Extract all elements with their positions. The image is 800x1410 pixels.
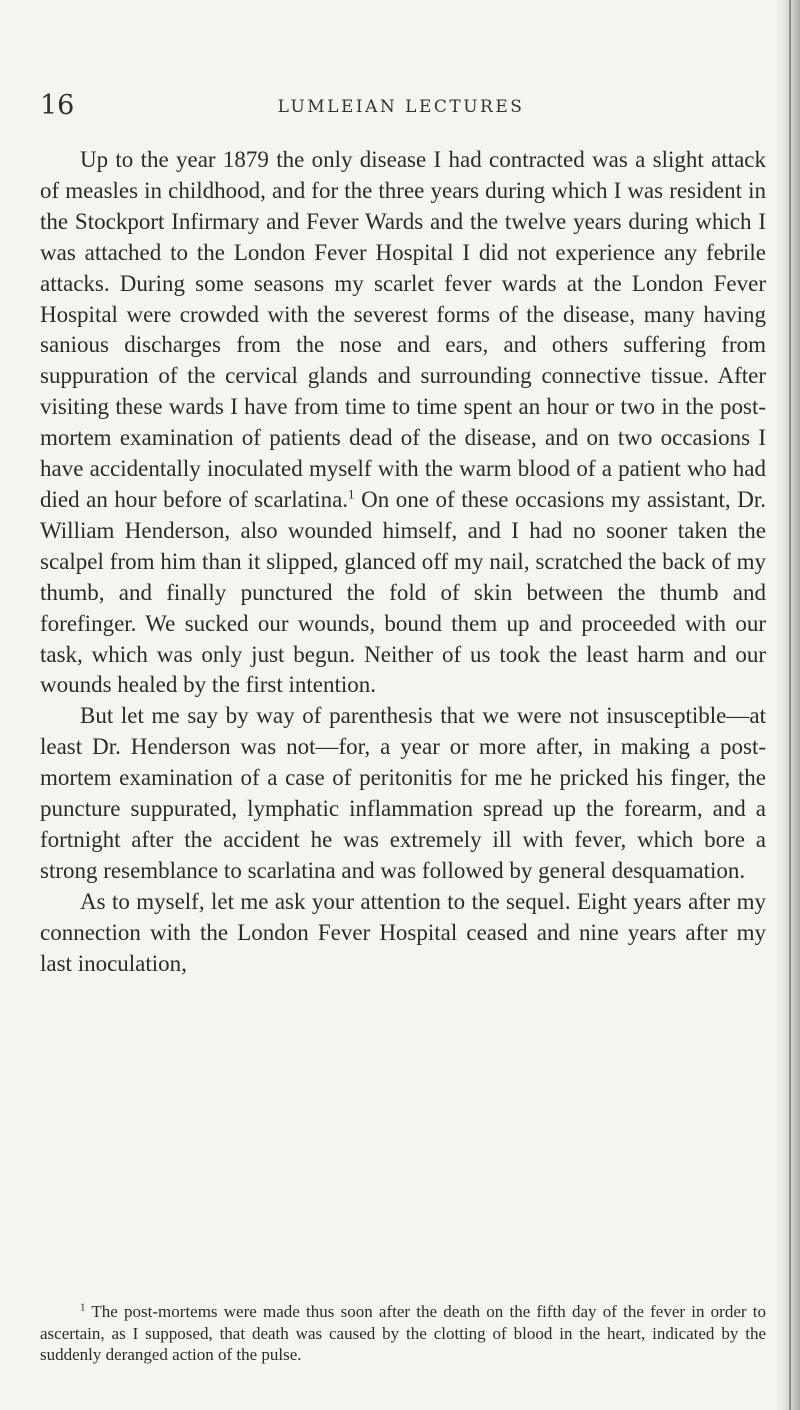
paragraph-1-continuation: On one of these occasions my assistant, Dr. William Henderson, also wounded himself, and I had no sooner taken the scalpel from him than it slipped, glanced off my nail, scratched the back of my thumb, and finally punctured the fold of skin between the thumb and forefinger. We sucked our wounds, bound them up and proceeded with our task, which was only just begun. Neither of us took the least harm and our wounds healed by the first intention. [40, 486, 766, 698]
footnote-text: The post-mortems were made thus soon after the death on the fifth day of the fever in order to ascertain, as I supposed, that death was caused by the clotting of blood in the heart, indicated by the suddenly deranged action of the pulse. [40, 1302, 766, 1364]
footnote [40, 1301, 766, 1366]
page-edge-shadow [774, 0, 800, 1410]
page-header [40, 86, 762, 126]
page-number: 16 [40, 90, 75, 121]
running-head: LUMLEIAN LECTURES [277, 97, 525, 117]
paragraph-1-text: Up to the year 1879 the only disease I had contracted was a slight attack of measles in childhood, and for the three years during which I was resident in the Stockport Infirmary and Fever Wards and the twelve years during which I was attached to the London Fever Hospital I did not experience any febrile attacks. During some seasons my scarlet fever wards at the London Fever Hospital were crowded with the severest forms of the disease, many having sanious discharges from the nose and ears, and others suffering from suppuration of the cervical glands and surrounding connective tissue. After visiting these wards I have from time to time spent an hour or two in the post-mortem examination of patients dead of the disease, and on two occasions I have accidentally inoculated myself with the warm blood of a patient who had died an hour before of scarlatina. [40, 147, 766, 512]
paragraph-2: But let me say by way of parenthesis that we were not insusceptible—at least Dr. Henderson was not—for, a year or more after, in making a post-mortem examination of a case of peritonitis for me he pricked his finger, the puncture suppurated, lymphatic inflammation spread up the forearm, and a fortnight after the accident he was extremely ill with fever, which bore a strong resemblance to scarlatina and was followed by general desquamation. [40, 703, 766, 883]
footnote-reference: 1 [348, 486, 355, 502]
page-edge-line [789, 0, 791, 1410]
paragraph-1 [40, 145, 766, 701]
body-text [40, 145, 766, 979]
paragraph-3: As to myself, let me ask your attention to the sequel. Eight years after my connection with the London Fever Hospital ceased and nine years after my last inoculation, [40, 888, 766, 976]
footnote-marker: 1 [80, 1301, 86, 1314]
